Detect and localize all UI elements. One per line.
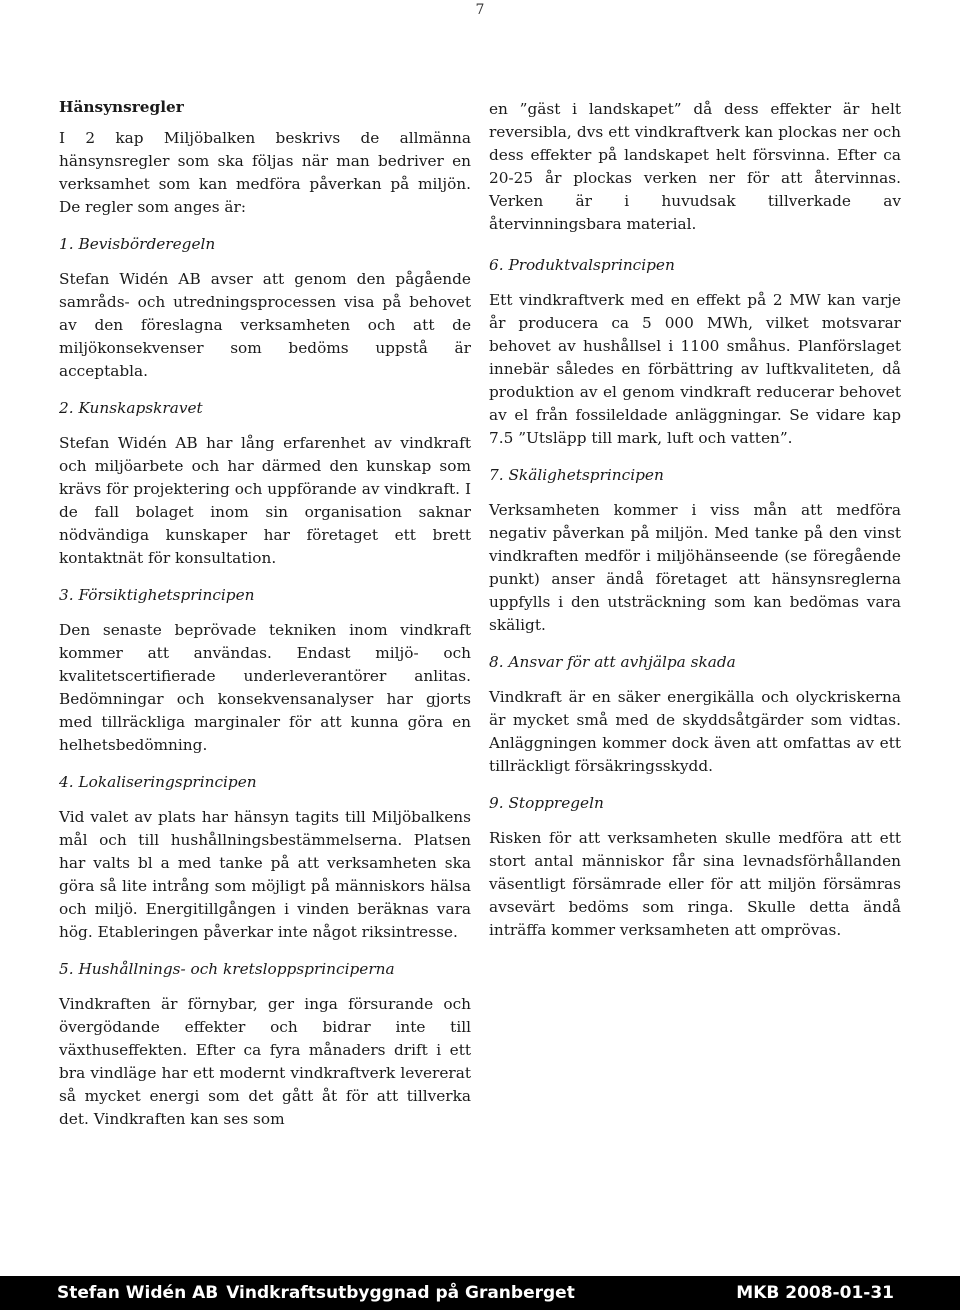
principle-7-text: Verksamheten kommer i viss mån att medföra negativ påverkan på miljön. Med tanke på den vinst vindkraften medför i miljöhänseende (se föregående punkt) anser ändå företaget att hänsynsreglerna uppfylls i den utsträckning som kan bedömas vara skäligt. <box>489 501 901 634</box>
principle-1-title: 1. Bevisbörderegeln <box>59 235 216 253</box>
footer-bar <box>0 1276 960 1310</box>
principle-6-text: Ett vindkraftverk med en effekt på 2 MW kan varje år producera ca 5 000 MWh, vilket motsvarar behovet av hushållsel i 1100 småhus. Planförslaget innebär således en förbättring av luftkvaliteten, då produktion av el genom vindkraft reducerar behovet av el från fossileldade anläggningar. Se vidare kap 7.5 ”Utsläpp till mark, luft och vatten”. <box>489 291 901 447</box>
principle-4-text: Vid valet av plats har hänsyn tagits till Miljöbalkens mål och till hushållningsbestämmelserna. Platsen har valts bl a med tanke på att verksamheten ska göra så lite intrång som möjligt på människors hälsa och miljö. Energitillgången i vinden beräknas vara hög. Etableringen påverkar inte något riksintresse. <box>59 808 471 941</box>
principle-3-title: 3. Försiktighetsprincipen <box>59 586 255 604</box>
principle-6-title: 6. Produktvalsprincipen <box>489 256 675 274</box>
principle-5-text: Vindkraften är förnybar, ger inga försurande och övergödande effekter och bidrar inte till växthuseffekten. Efter ca fyra månaders drift i ett bra vindläge har ett modernt vindkraftverk levererat så mycket energi som det gått åt för att tillverka det. Vindkraften kan ses som <box>59 995 471 1128</box>
principle-2-text: Stefan Widén AB har lång erfarenhet av vindkraft och miljöarbete och har därmed den kunskap som krävs för projektering och uppförande av vindkraft. I de fall bolaget inom sin organisation saknar nödvändiga kunskaper har företaget ett brett kontaktnät för konsultation. <box>59 434 471 567</box>
footer-company: Stefan Widén AB <box>57 1283 219 1303</box>
footer-left <box>57 1276 575 1310</box>
left-column <box>59 96 471 1145</box>
principle-8-text: Vindkraft är en säker energikälla och olyckriskerna är mycket små med de skyddsåtgärder som vidtas. Anläggningen kommer dock även att omfattas av ett tillräckligt försäkringsskydd. <box>489 688 901 775</box>
principle-5-title: 5. Hushållnings- och kretsloppsprinciperna <box>59 960 395 978</box>
intro-paragraph: I 2 kap Miljöbalken beskrivs de allmänna hänsynsregler som ska följas när man bedriver en verksamhet som kan medföra påverkan på miljön. De regler som anges är: <box>59 129 471 216</box>
principle-5-continuation: en ”gäst i landskapet” då dess effekter är helt reversibla, dvs ett vindkraftverk kan plockas ner och dess effekter på landskapet helt försvinna. Efter ca 20-25 år plockas verken ner för att återvinnas. Verken är i huvudsak tillverkade av återvinningsbara material. <box>489 100 901 233</box>
section-heading: Hänsynsregler <box>59 98 184 116</box>
footer-doc-ref: MKB 2008-01-31 <box>736 1283 894 1303</box>
principle-7-title: 7. Skälighetsprincipen <box>489 466 664 484</box>
principle-8-title: 8. Ansvar för att avhjälpa skada <box>489 653 736 671</box>
principle-3-text: Den senaste beprövade tekniken inom vindkraft kommer att användas. Endast miljö- och kvalitetscertifierade underleverantörer anlitas. Bedömningar och konsekvensanalyser har gjorts med tillräckliga marginaler för att kunna göra en helhetsbedömning. <box>59 621 471 754</box>
principle-4-title: 4. Lokaliseringsprincipen <box>59 773 257 791</box>
principle-9-text: Risken för att verksamheten skulle medföra att ett stort antal människor får sina levnadsförhållanden väsentligt försämrade eller för att miljön försämras avsevärt bedöms som ringa. Skulle detta ändå inträffa kommer verksamheten att omprövas. <box>489 829 901 939</box>
principle-1-text: Stefan Widén AB avser att genom den pågående samråds- och utredningsprocessen visa på behovet av den föreslagna verksamheten och att de miljökonsekvenser som bedöms uppstå är acceptabla. <box>59 270 471 380</box>
principle-2-title: 2. Kunskapskravet <box>59 399 203 417</box>
footer-project: Vindkraftsutbyggnad på Granberget <box>226 1283 575 1303</box>
right-column <box>489 98 901 956</box>
principle-9-title: 9. Stoppregeln <box>489 794 604 812</box>
page-number: 7 <box>475 2 485 18</box>
